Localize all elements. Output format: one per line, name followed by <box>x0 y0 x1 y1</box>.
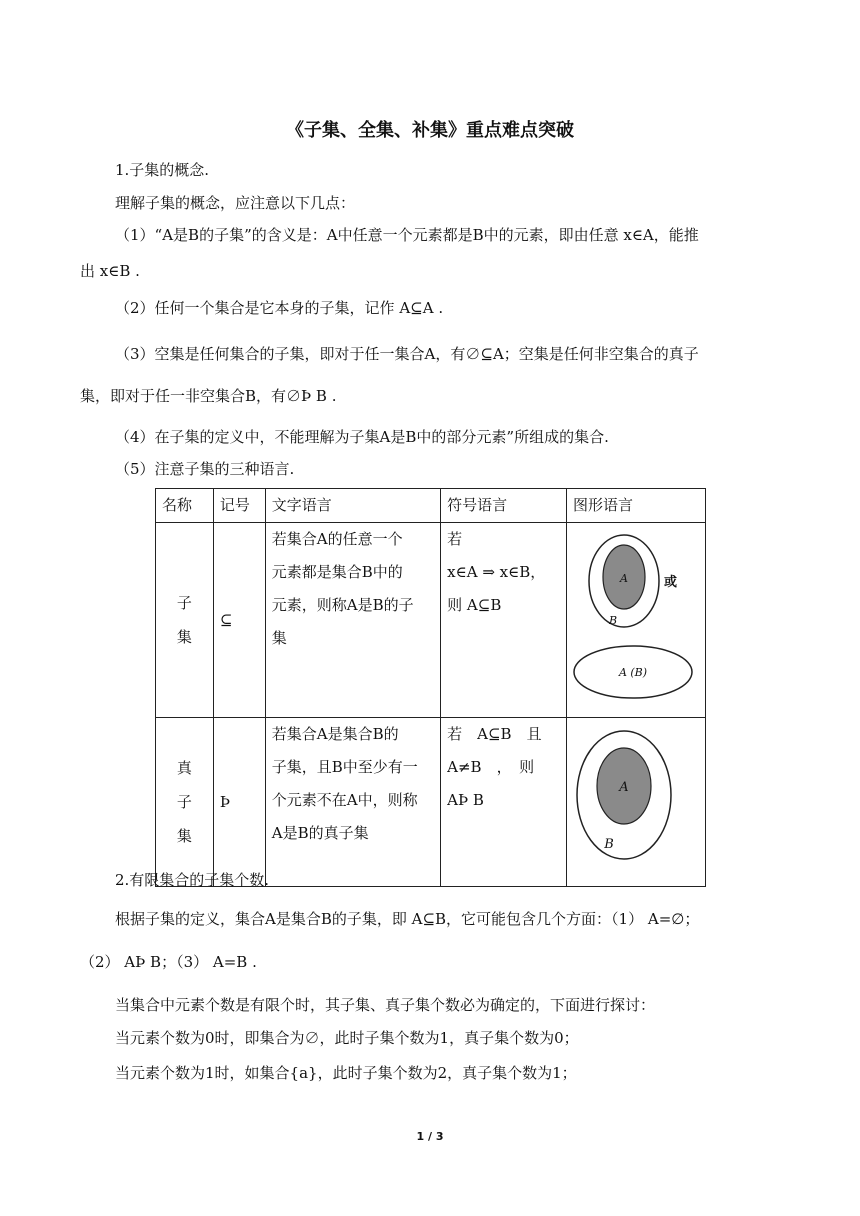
row-symbol-proper-subset: Þ <box>213 718 265 887</box>
label-a: A <box>619 780 629 795</box>
section-2-heading: 2.有限集合的子集个数. <box>115 871 270 889</box>
point-2: （2）任何一个集合是它本身的子集，记作 A⊆A . <box>115 299 444 317</box>
section-2-line-5: 当元素个数为1时，如集合{a}，此时子集个数为2，真子集个数为1； <box>115 1064 577 1082</box>
header-figure-language: 图形语言 <box>566 489 705 523</box>
point-3-line-1: （3）空集是任何集合的子集，即对于任一集合A，有∅⊆A；空集是任何非空集合的真子 <box>115 345 699 363</box>
label-or: 或 <box>663 575 677 590</box>
row-symlang-proper-subset: 若 A⊆B 且 A≠B ， 则 AÞ B <box>441 718 567 887</box>
row-name-subset: 子 集 <box>156 523 214 718</box>
section-1-heading: 1.子集的概念. <box>115 161 210 179</box>
header-symbol-language: 符号语言 <box>441 489 567 523</box>
header-symbol: 记号 <box>213 489 265 523</box>
section-1-intro: 理解子集的概念，应注意以下几点： <box>115 194 356 212</box>
label-b: B <box>604 837 614 852</box>
row-symlang-subset: 若 x∈A ⇒ x∈B， 则 A⊆B <box>441 523 567 718</box>
section-2-line-3: 当集合中元素个数是有限个时，其子集、真子集个数必为确定的，下面进行探讨： <box>115 996 656 1014</box>
row-symbol-subset: ⊆ <box>213 523 265 718</box>
section-2-line-4: 当元素个数为0时，即集合为∅，此时子集个数为1，真子集个数为0； <box>115 1029 579 1047</box>
subset-table <box>155 488 706 887</box>
header-text-language: 文字语言 <box>265 489 440 523</box>
label-b: B <box>608 614 618 627</box>
point-4: （4）在子集的定义中，不能理解为子集A是B中的部分元素”所组成的集合. <box>115 428 609 446</box>
row-text-proper-subset: 若集合A是集合B的 子集，且B中至少有一 个元素不在A中，则称 A是B的真子集 <box>265 718 440 887</box>
section-2-line-2: （2） AÞ B；（3） A=B . <box>80 953 257 971</box>
row-text-subset: 若集合A的任意一个 元素都是集合B中的 元素，则称A是B的子 集 <box>265 523 440 718</box>
point-5: （5）注意子集的三种语言. <box>115 460 295 478</box>
point-3-line-2: 集，即对于任一非空集合B，有∅Þ B . <box>80 387 337 405</box>
section-2-line-1: 根据子集的定义，集合A是集合B的子集，即 A⊆B，它可能包含几个方面：（1） A=∅； <box>115 910 700 928</box>
table-header-row <box>156 489 706 523</box>
venn-subset-figure <box>567 523 705 705</box>
point-1-line-2: 出 x∈B . <box>80 262 140 280</box>
header-name: 名称 <box>156 489 214 523</box>
table-row-subset <box>156 523 706 718</box>
point-1-line-1: （1）“A是B的子集”的含义是：A中任意一个元素都是B中的元素，即由任意 x∈A，能推 <box>115 226 699 244</box>
table-row-proper-subset <box>156 718 706 887</box>
venn-proper-subset-figure <box>567 718 705 874</box>
label-a-equals-b: A (B) <box>618 666 648 679</box>
row-name-proper-subset: 真 子 集 <box>156 718 214 887</box>
label-a: A <box>619 572 628 585</box>
page-number: 1 / 3 <box>416 1130 444 1143</box>
row-figure-subset <box>566 523 705 718</box>
row-figure-proper-subset <box>566 718 705 887</box>
page-title: 《子集、全集、补集》重点难点突破 <box>286 120 574 141</box>
